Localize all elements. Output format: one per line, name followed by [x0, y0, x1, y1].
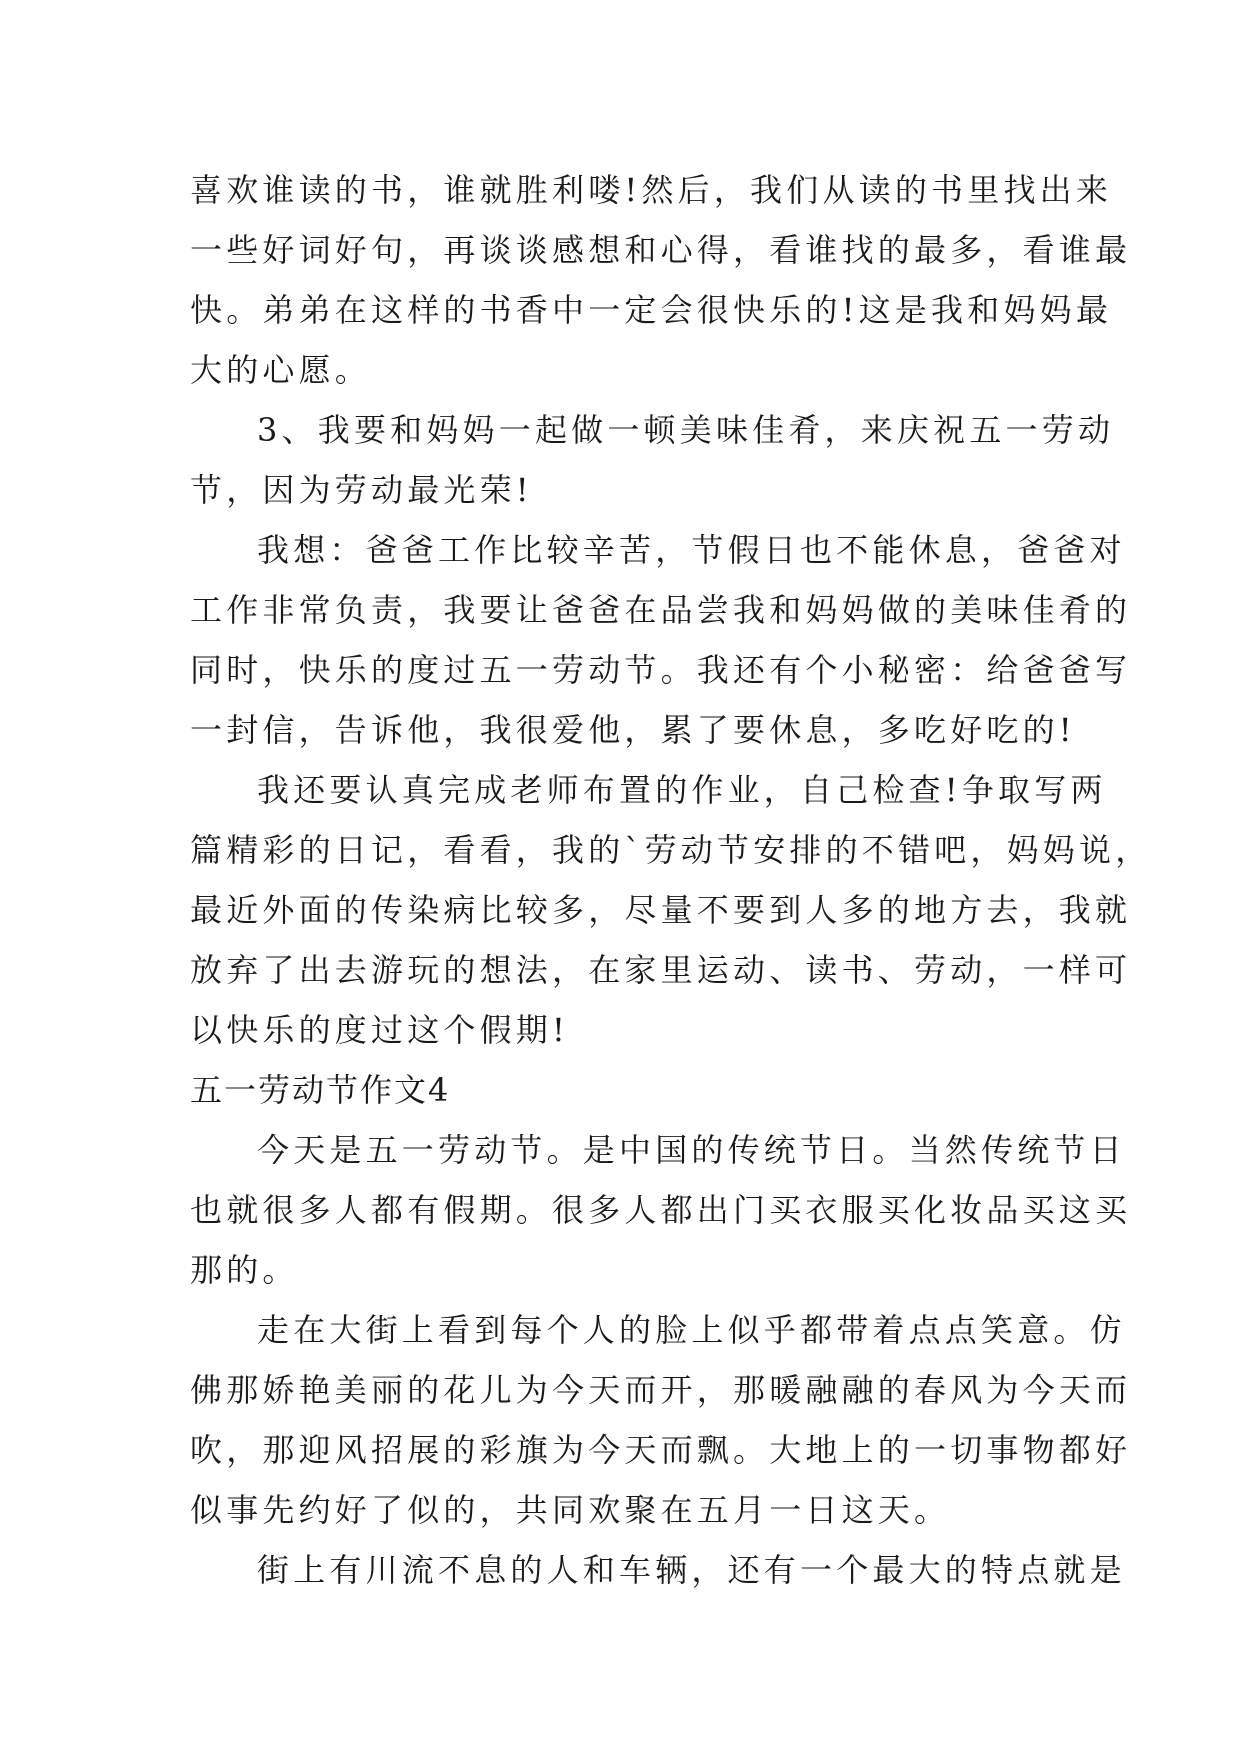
text-line: 放弃了出去游玩的想法，在家里运动、读书、劳动，一样可: [190, 951, 1132, 989]
text-line: 喜欢谁读的书，谁就胜利喽!然后，我们从读的书里找出来: [190, 171, 1113, 209]
document-body: [190, 160, 1152, 1600]
text-line: 大的心愿。: [190, 351, 372, 389]
text-line: 似事先约好了似的，共同欢聚在五月一日这天。: [190, 1491, 951, 1529]
text-line: 快。弟弟在这样的书香中一定会很快乐的!这是我和妈妈最: [190, 291, 1113, 329]
section-heading: 五一劳动节作文4: [190, 1071, 451, 1109]
text-line: 我想：爸爸工作比较辛苦，节假日也不能休息，爸爸对: [257, 531, 1126, 569]
text-line: 那的。: [190, 1251, 299, 1289]
text-line: 3、我要和妈妈一起做一顿美味佳肴，来庆祝五一劳动: [257, 411, 1115, 449]
text-line: 工作非常负责，我要让爸爸在品尝我和妈妈做的美味佳肴的: [190, 591, 1132, 629]
text-line: 今天是五一劳动节。是中国的传统节日。当然传统节日: [257, 1131, 1126, 1169]
text-line: 篇精彩的日记，看看，我的`劳动节安排的不错吧，妈妈说，: [190, 831, 1152, 869]
text-line: 一封信，告诉他，我很爱他，累了要休息，多吃好吃的!: [190, 711, 1076, 749]
text-line: 一些好词好句，再谈谈感想和心得，看谁找的最多，看谁最: [190, 231, 1132, 269]
text-line: 以快乐的度过这个假期!: [190, 1011, 570, 1049]
text-line: 吹，那迎风招展的彩旗为今天而飘。大地上的一切事物都好: [190, 1431, 1132, 1469]
text-line: 我还要认真完成老师布置的作业，自己检查!争取写两: [257, 771, 1107, 809]
text-line: 节，因为劳动最光荣!: [190, 471, 533, 509]
text-line: 同时，快乐的度过五一劳动节。我还有个小秘密：给爸爸写: [190, 651, 1132, 689]
text-line: 街上有川流不息的人和车辆，还有一个最大的特点就是: [257, 1551, 1126, 1589]
text-line: 佛那娇艳美丽的花儿为今天而开，那暖融融的春风为今天而: [190, 1371, 1132, 1409]
text-line: 最近外面的传染病比较多，尽量不要到人多的地方去，我就: [190, 891, 1132, 929]
text-line: 也就很多人都有假期。很多人都出门买衣服买化妆品买这买: [190, 1191, 1132, 1229]
text-line: 走在大街上看到每个人的脸上似乎都带着点点笑意。仿: [257, 1311, 1126, 1349]
